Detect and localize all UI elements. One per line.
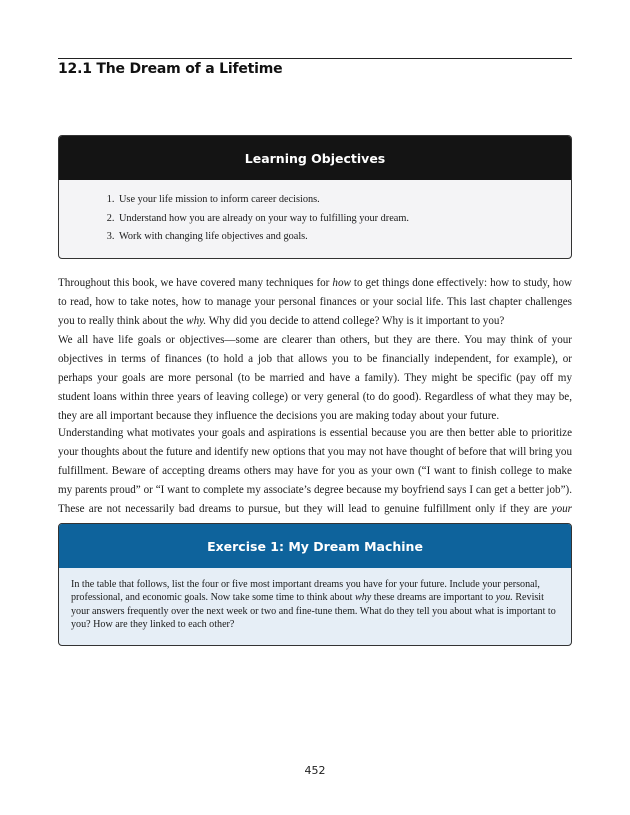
section-title: 12.1 The Dream of a Lifetime xyxy=(58,61,283,77)
exercise-heading: Exercise 1: My Dream Machine xyxy=(59,524,571,568)
paragraph-1 xyxy=(58,274,572,331)
learning-objectives-heading: Learning Objectives xyxy=(59,136,571,180)
learning-objectives-list xyxy=(59,180,571,247)
paragraph-3-text: Understanding what motivates your goals and aspirations is essential because you are then better able to prioritize your thoughts about the future and identify new options that you may not have thought of before that will bring you fulfillment. Beware of accepting dreams others may have for you as your own (“I want to finish college to make my parents proud” or “I want to complete my associate’s degree because my boyfriend says I can get a better job”). These are not necessarily bad dreams to pursue, but they will lead to genuine fulfillment only if they are xyxy=(58,427,572,515)
exercise-box xyxy=(58,523,572,646)
exercise-instructions xyxy=(59,568,571,632)
exercise-text: Revisit your answers frequently over the next week or two and fine-tune them. What do they tell you about what is important to you? How are they linked to each other? xyxy=(71,592,556,631)
emphasis-why: why. xyxy=(186,315,207,327)
emphasis-how: how xyxy=(332,277,351,289)
exercise-text: In the table that follows, list the four or five most important dreams you have for your future. Include your personal, professional, and economic goals. Now take some time to think about xyxy=(71,579,540,604)
emphasis-you: you. xyxy=(495,592,513,604)
exercise-text: these dreams are important to xyxy=(371,592,496,604)
emphasis-why: why xyxy=(354,592,372,604)
paragraph-1-text: to get things done effectively: how to study, how to read, how to take notes, how to manage your personal finances or your social life. This last chapter challenges you to really think about the xyxy=(58,277,572,327)
top-rule xyxy=(58,58,572,59)
paragraph-1-text: Why did you decide to attend college? Why is it important to you? xyxy=(206,315,505,327)
objective-item: 2. Understand how you are already on your way to fulfilling your dream. xyxy=(117,210,571,229)
objective-item: 3. Work with changing life objectives and goals. xyxy=(117,228,571,247)
learning-objectives-box xyxy=(58,135,572,259)
emphasis-your: your xyxy=(551,503,572,515)
paragraph-2: We all have life goals or objectives—some are clearer than others, but they are there. You may think of your objectives in terms of finances (to hold a job that allows you to be financially independent, for example), or perhaps your goals are more personal (to be married and have a family). They might be specific (pay off my student loans within three years of leaving college) or very general (to do good). Regardless of what they may be, they are all important because they influence the decisions you are making today about your future. xyxy=(58,334,572,422)
paragraph-3 xyxy=(58,424,572,538)
paragraph-1-text: Throughout this book, we have covered many techniques for xyxy=(58,277,333,289)
objective-item: 1. Use your life mission to inform career decisions. xyxy=(117,191,571,210)
page-number: 452 xyxy=(304,764,326,777)
